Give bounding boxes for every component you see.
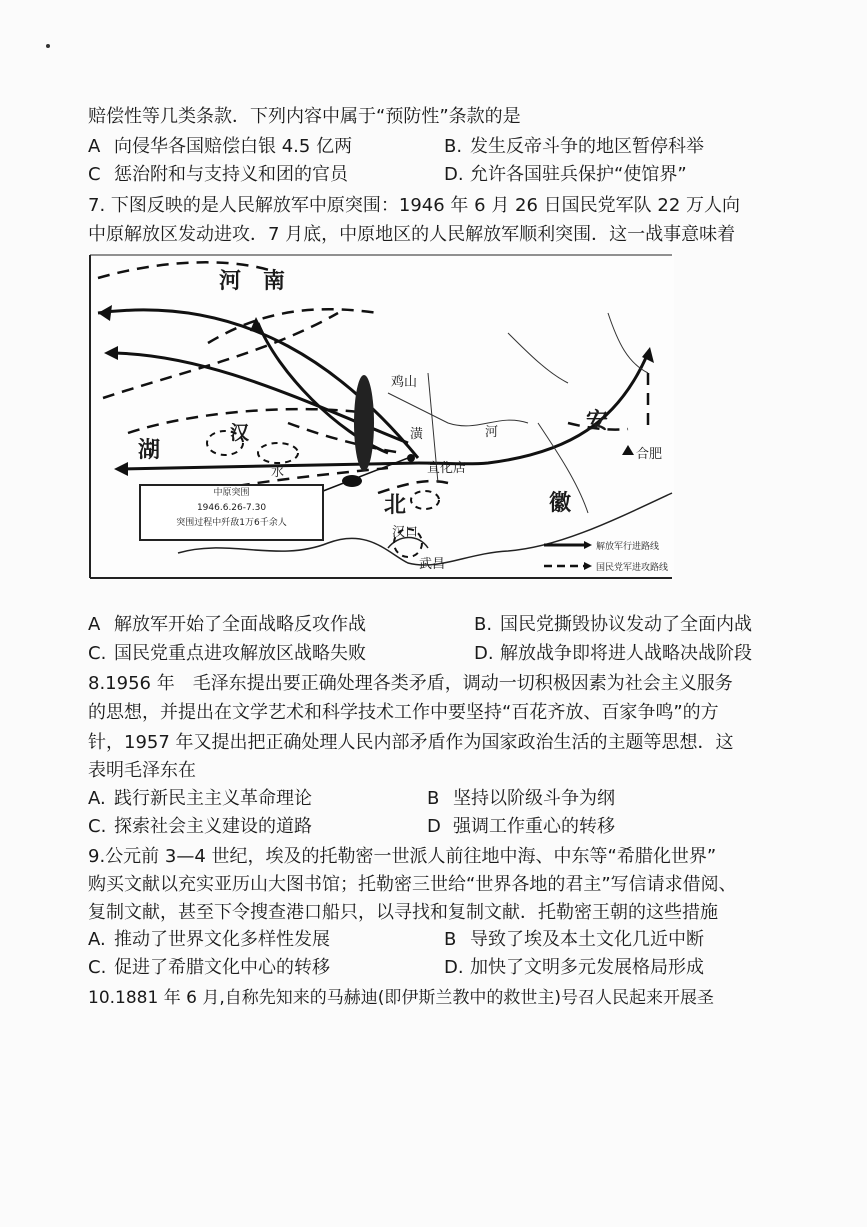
option-text: 促进了希腊文化中心的转移 [114,957,330,978]
label-shui: 水 [271,465,285,480]
option-key: B. [444,136,463,157]
option-text: 国民党撕毁协议发动了全面内战 [500,614,752,635]
q9-option-d [444,957,704,979]
label-bei: 北 [384,493,407,518]
q7-stem-line1: 7. 下图反映的是人民解放军中原突围：1946 年 6 月 26 日国民党军队 22 万人向 [88,195,741,216]
q9-option-a [88,929,330,951]
option-key: B. [474,614,493,635]
q8-stem-line4: 表明毛泽东在 [88,760,196,781]
option-key: D. [474,643,494,664]
option-key: D. [444,164,464,185]
q8-option-a [88,788,312,810]
label-hui: 徽 [549,491,572,516]
option-key: D. [444,957,464,978]
label-han: 汉 [230,422,250,444]
q8-stem-line2: 的思想，并提出在文学艺术和科学技术工作中要坚持“百花齐放、百家争鸣”的方 [88,702,719,723]
option-key: A. [88,929,106,950]
option-key: C. [88,816,107,837]
option-text: 导致了埃及本土文化几近中断 [470,929,704,950]
inset-date: 1946.6.26-7.30 [196,503,267,513]
q9-option-c [88,957,330,979]
label-hu: 湖 [138,438,161,463]
q8-stem-line1: 8.1956 年 毛泽东提出要正确处理各类矛盾，调动一切积极因素为社会主义服务 [88,673,733,694]
option-key: A [88,614,101,635]
option-text: 探索社会主义建设的道路 [114,816,312,837]
q7-option-d [474,643,752,665]
label-wuchang: 武昌 [419,557,446,572]
central-plains-breakout-map [88,253,674,580]
option-text: 允许各国驻兵保护“使馆界” [470,164,687,185]
q9-stem-line2: 购买文献以充实亚历山大图书馆；托勒密三世给“世界各地的君主”写信请求借阅、 [88,874,737,895]
label-huang: 潢 [410,427,424,442]
label-hankou: 汉口 [392,525,419,540]
option-key: C. [88,957,107,978]
option-key: D [427,816,441,837]
inset-note: 突围过程中歼敌1万6千余人 [176,518,287,528]
q9-option-b [444,929,704,951]
option-text: 加快了文明多元发展格局形成 [470,957,704,978]
q9-stem-line3: 复制文献，甚至下令搜查港口船只，以寻找和复制文献．托勒密王朝的这些措施 [88,902,718,923]
label-hefei: 合肥 [636,447,663,462]
label-xuanhuadian: 宣化店 [427,461,467,476]
q6-stem-tail: 赔偿性等几类条款．下列内容中属于“预防性”条款的是 [88,106,521,127]
q8-option-c [88,816,312,838]
option-key: A [88,136,101,157]
option-text: 解放军开始了全面战略反攻作战 [114,614,366,635]
inset-title: 中原突围 [213,488,250,498]
option-text: 国民党重点进攻解放区战略失败 [114,643,366,664]
option-text: 发生反帝斗争的地区暂停科举 [470,136,704,157]
option-key: B [444,929,457,950]
q10-stem-line1: 10.1881 年 6 月,自称先知来的马赫迪(即伊斯兰教中的救世主)号召人民起来开展圣 [88,988,714,1008]
q7-option-a [88,614,366,636]
q7-option-b [474,614,752,636]
option-key: C. [88,643,107,664]
option-key: A. [88,788,106,809]
label-jishan: 鸡山 [391,375,418,390]
q9-stem-line1: 9.公元前 3—4 世纪，埃及的托勒密一世派人前往地中海、中东等“希腊化世界” [88,846,717,867]
legend-pla-route: 解放军行进路线 [596,542,660,552]
option-text: 推动了世界文化多样性发展 [114,929,330,950]
option-key: C [88,164,101,185]
q7-option-c [88,643,366,665]
option-text: 强调工作重心的转移 [453,816,615,837]
option-text: 解放战争即将进人战略决战阶段 [500,643,752,664]
label-he: 河 [485,425,499,440]
q8-option-b [427,788,615,810]
scan-speck [46,44,50,48]
q6-option-d [444,164,687,186]
label-henan: 河 南 [219,269,286,294]
legend-kmt-route: 国民党军进攻路线 [596,563,669,573]
option-text: 践行新民主主义革命理论 [114,788,312,809]
q7-stem-line2: 中原解放区发动进攻．7 月底，中原地区的人民解放军顺利突围．这一战事意味着 [88,224,736,245]
q6-option-b [444,136,704,158]
q6-option-c [88,164,348,186]
q8-option-d [427,816,615,838]
q6-option-a [88,136,352,158]
option-text: 惩治附和与支持义和团的官员 [114,164,348,185]
option-text: 坚持以阶级斗争为纲 [453,788,615,809]
label-an: 安 [586,409,609,434]
q8-stem-line3: 针，1957 年又提出把正确处理人民内部矛盾作为国家政治生活的主题等思想．这 [88,732,734,753]
option-key: B [427,788,440,809]
option-text: 向侵华各国赔偿白银 4.5 亿两 [114,136,353,157]
map-inset-box [139,484,324,541]
